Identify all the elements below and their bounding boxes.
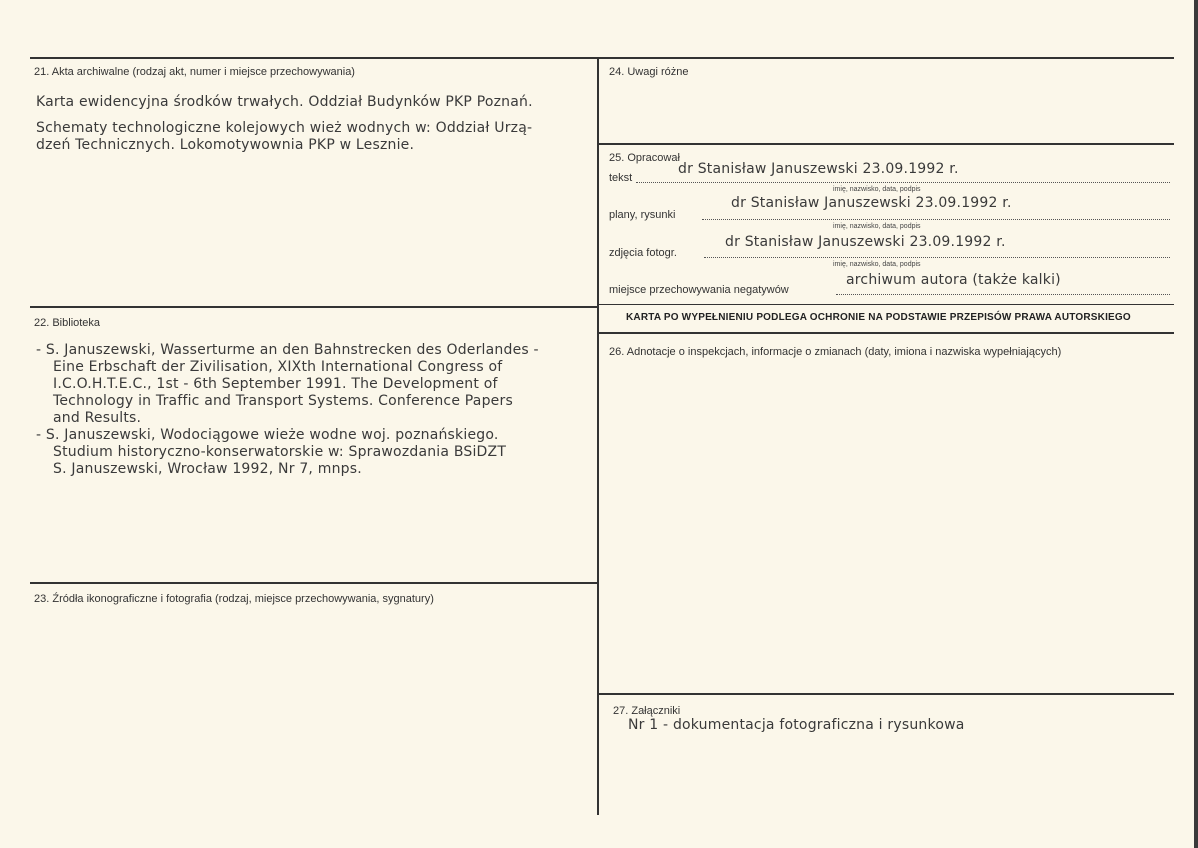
sec26-label: 26. Adnotacje o inspekcjach, informacje o zmianach (daty, imiona i nazwiska wypełniających) — [609, 346, 1062, 358]
sec25-row-dots-text — [636, 182, 1170, 183]
sec22-line-8: S. Januszewski, Wrocław 1992, Nr 7, mnps. — [53, 461, 362, 477]
sec22-label: 22. Biblioteka — [34, 317, 101, 329]
rule-22-23 — [30, 582, 598, 584]
copyright-notice: KARTA PO WYPEŁNIENIU PODLEGA OCHRONIE NA PODSTAWIE PRZEPISÓW PRAWA AUTORSKIEGO — [626, 312, 1131, 323]
sec22-line-3: I.C.O.H.T.E.C., 1st - 6th September 1991. The Development of — [53, 376, 498, 392]
sec25-row-value-photos: dr Stanisław Januszewski 23.09.1992 r. — [725, 234, 1006, 250]
sec22-line-4: Technology in Traffic and Transport Systems. Conference Papers — [53, 393, 513, 409]
sec21-line-3: dzeń Technicznych. Lokomotywownia PKP w Lesznie. — [36, 137, 415, 153]
sec25-sublabel-3: imię, nazwisko, data, podpis — [833, 261, 921, 268]
rule-26-27 — [598, 693, 1174, 695]
sec22-line-6: - S. Januszewski, Wodociągowe wieże wodne woj. poznańskiego. — [36, 427, 499, 443]
rule-notice-top — [598, 304, 1174, 305]
sec25-row-dots-photos — [704, 257, 1170, 258]
card-edge — [1194, 0, 1198, 848]
rule-24-25 — [598, 143, 1174, 145]
sec27-value: Nr 1 - dokumentacja fotograficzna i rysunkowa — [628, 717, 965, 733]
sec22-line-1: - S. Januszewski, Wasserturme an den Bahnstrecken des Oderlandes - — [36, 342, 539, 358]
sec25-sublabel-1: imię, nazwisko, data, podpis — [833, 186, 921, 193]
sec22-line-2: Eine Erbschaft der Zivilisation, XIXth International Congress of — [53, 359, 503, 375]
sec21-line-2: Schematy technologiczne kolejowych wież wodnych w: Oddział Urzą- — [36, 120, 533, 136]
top-rule — [30, 57, 1174, 59]
sec25-row-label-text: tekst — [609, 172, 633, 184]
sec21-label: 21. Akta archiwalne (rodzaj akt, numer i miejsce przechowywania) — [34, 66, 355, 78]
sec25-row-label-negatives: miejsce przechowywania negatywów — [609, 284, 789, 296]
sec25-row-dots-plans — [702, 219, 1170, 220]
sec25-label: 25. Opracował — [609, 152, 680, 164]
sec25-row-label-photos: zdjęcia fotogr. — [609, 247, 677, 259]
sec22-line-7: Studium historyczno-konserwatorskie w: Sprawozdania BSiDZT — [53, 444, 507, 460]
sec25-row-value-negatives: archiwum autora (także kalki) — [846, 272, 1061, 288]
sec25-row-label-plans: plany, rysunki — [609, 209, 676, 221]
rule-25-26 — [598, 332, 1174, 334]
center-divider — [597, 57, 599, 815]
sec25-sublabel-2: imię, nazwisko, data, podpis — [833, 223, 921, 230]
sec25-row-value-plans: dr Stanisław Januszewski 23.09.1992 r. — [731, 195, 1012, 211]
sec23-label: 23. Źródła ikonograficzne i fotografia (rodzaj, miejsce przechowywania, sygnatury) — [34, 593, 434, 605]
sec27-label: 27. Załączniki — [613, 705, 681, 717]
sec21-line-1: Karta ewidencyjna środków trwałych. Oddział Budynków PKP Poznań. — [36, 94, 533, 110]
sec24-label: 24. Uwagi różne — [609, 66, 689, 78]
sec25-row-dots-negatives — [836, 294, 1170, 295]
sec22-line-5: and Results. — [53, 410, 142, 426]
sec25-row-value-text: dr Stanisław Januszewski 23.09.1992 r. — [678, 161, 959, 177]
rule-21-22 — [30, 306, 598, 308]
